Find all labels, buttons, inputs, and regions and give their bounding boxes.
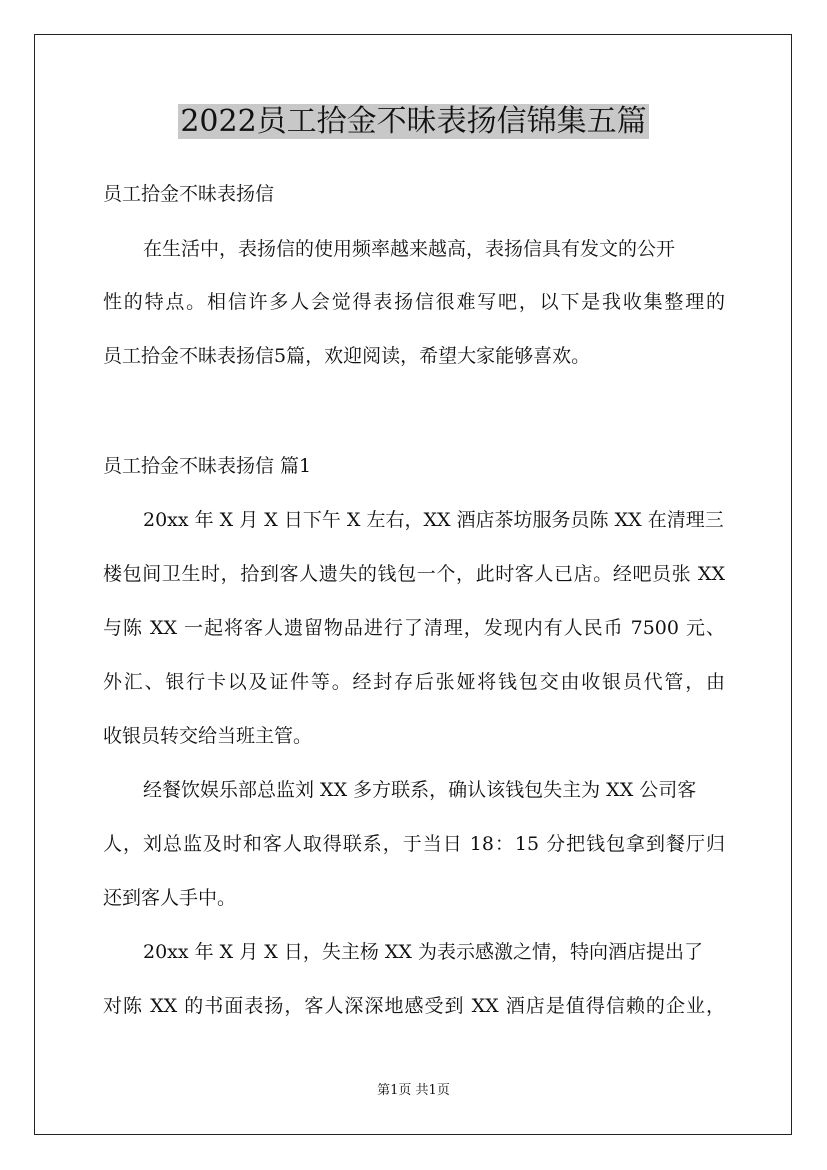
intro-line: 在生活中，表扬信的使用频率越来越高，表扬信具有发文的公开 [143, 238, 676, 260]
paragraph-line: 对陈 XX 的书面表扬，客人深深地感受到 XX 酒店是值得信赖的企业， [103, 995, 725, 1017]
paragraph-line: 经餐饮娱乐部总监刘 XX 多方联系，确认该钱包失主为 XX 公司客 [143, 779, 697, 801]
paragraph-line: 20xx 年 X 月 X 日，失主杨 XX 为表示感激之情，特向酒店提出了 [143, 941, 703, 963]
paragraph-line: 人，刘总监及时和客人取得联系，于当日 18：15 分把钱包拿到餐厅归 [103, 833, 725, 855]
intro-line: 员工拾金不昧表扬信5篇，欢迎阅读，希望大家能够喜欢。 [103, 345, 591, 367]
paragraph-line: 与陈 XX 一起将客人遗留物品进行了清理，发现内有人民币 7500 元、 [103, 617, 725, 639]
document-title [0, 102, 827, 142]
document-title-text: 2022员工拾金不昧表扬信锦集五篇 [180, 104, 647, 139]
paragraph-line: 楼包间卫生时，拾到客人遗失的钱包一个，此时客人已店。经吧员张 XX [103, 563, 725, 585]
paragraph-line: 外汇、银行卡以及证件等。经封存后张娅将钱包交由收银员代管，由 [103, 671, 725, 693]
section-heading: 员工拾金不昧表扬信 篇1 [103, 455, 312, 477]
paragraph-line: 收银员转交给当班主管。 [103, 725, 313, 747]
paragraph-line: 20xx 年 X 月 X 日下午 X 左右，XX 酒店茶坊服务员陈 XX 在清理三 [143, 509, 724, 531]
page-footer: 第1页 共1页 [377, 1083, 450, 1098]
paragraph-line: 还到客人手中。 [103, 887, 237, 909]
section-heading: 员工拾金不昧表扬信 [103, 183, 275, 205]
intro-line: 性的特点。相信许多人会觉得表扬信很难写吧，以下是我收集整理的 [103, 291, 725, 313]
